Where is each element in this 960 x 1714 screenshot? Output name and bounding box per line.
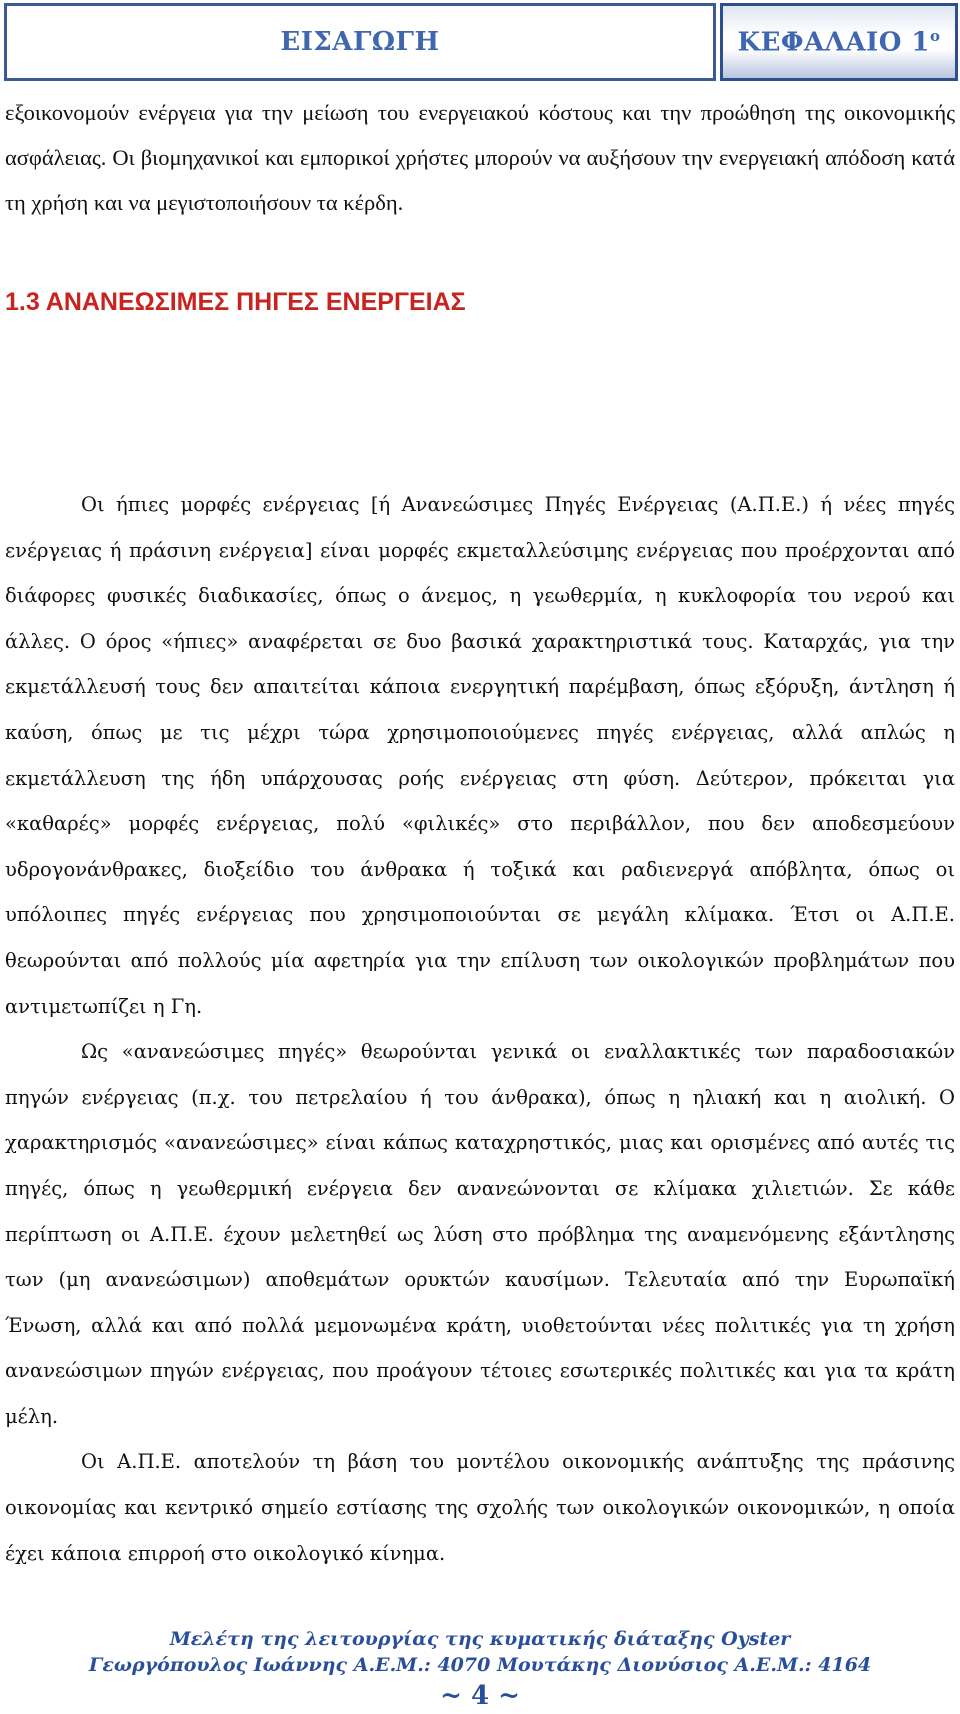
page-header	[4, 3, 958, 85]
page-number: ~ 4 ~	[440, 1681, 520, 1711]
body-paragraph: Οι Α.Π.Ε. αποτελούν τη βάση του μοντέλου οικονομικής ανάπτυξης της πράσινης οικονομίας και κεντρικό σημείο εστίασης της σχολής των οικολογικών οικονομικών, η οποία έχει κάποια επιρροή στο οικολογικό κίνημα.	[5, 1450, 955, 1565]
section-body	[5, 482, 955, 1576]
body-paragraph: Ως «ανανεώσιμες πηγές» θεωρούνται γενικά οι εναλλακτικές των παραδοσιακών πηγών ενέργειας (π.χ. του πετρελαίου ή του άνθρακα), όπως η ηλιακή και η αιολική. Ο χαρακτηρισμός «ανανεώσιμες» είναι κάπως καταχρηστικός, μιας και ορισμένες από αυτές τις πηγές, όπως η γεωθερμική ενέργεια δεν ανανεώνονται σε κλίμακα χιλιετιών. Σε κάθε περίπτωση οι Α.Π.Ε. έχουν μελετηθεί ως λύση στο πρόβλημα της αναμενόμενης εξάντλησης των (μη ανανεώσιμων) αποθεμάτων ορυκτών καυσίμων. Τελευταία από την Ευρωπαϊκή Ένωση, αλλά και από πολλά μεμονωμένα κράτη, υιοθετούνται νέες πολιτικές για τη χρήση ανανεώσιμων πηγών ενέργειας, που προάγουν τέτοιες εσωτερικές πολιτικές και για τα κράτη μέλη.	[5, 1040, 955, 1428]
page-content	[5, 90, 955, 1565]
header-chapter-title: ΚΕΦΑΛΑΙΟ $1^o$	[737, 26, 941, 58]
footer-title: Μελέτη της λειτουργίας της κυματικής διάταξης Oyster	[169, 1628, 791, 1650]
header-section-box	[4, 3, 716, 81]
intro-paragraph: εξοικονομούν ενέργεια για την μείωση του ενεργειακού κόστους και την προώθηση της οικονομικής ασφάλειας. Οι βιομηχανικοί και εμπορικοί χρήστες μπορούν να αυξήσουν την ενεργειακή απόδοση κατά τη χρήση και να μεγιστοποιήσουν τα κέρδη.	[5, 100, 955, 215]
header-section-title: ΕΙΣΑΓΩΓΗ	[280, 27, 440, 57]
body-paragraph: Οι ήπιες μορφές ενέργειας [ή Ανανεώσιμες Πηγές Ενέργειας (Α.Π.Ε.) ή νέες πηγές ενέργειας ή πράσινη ενέργεια] είναι μορφές εκμεταλλεύσιμης ενέργειας που προέρχονται από διάφορες φυσικές διαδικασίες, όπως ο άνεμος, η γεωθερμία, η κυκλοφορία του νερού και άλλες. Ο όρος «ήπιες» αναφέρεται σε δυο βασικά χαρακτηριστικά τους. Καταρχάς, για την εκμετάλλευσή τους δεν απαιτείται κάποια ενεργητική παρέμβαση, όπως εξόρυξη, άντληση ή καύση, όπως με τις μέχρι τώρα χρησιμοποιούμενες πηγές ενέργειας, αλλά απλώς η εκμετάλλευση της ήδη υπάρχουσας ροής ενέργειας στη φύση. Δεύτερον, πρόκειται για «καθαρές» μορφές ενέργειας, πολύ «φιλικές» στο περιβάλλον, που δεν αποδεσμεύουν υδρογονάνθρακες, διοξείδιο του άνθρακα ή τοξικά και ραδιενεργά απόβλητα, όπως οι υπόλοιπες πηγές ενέργειας που χρησιμοποιούνται σε μεγάλη κλίμακα. Έτσι οι Α.Π.Ε. θεωρούνται από πολλούς μία αφετηρία για την επίλυση των οικολογικών προβλημάτων που αντιμετωπίζει η Γη.	[5, 493, 955, 1018]
header-chapter-box	[720, 3, 958, 81]
page-footer	[0, 1626, 960, 1714]
section-heading: 1.3 ΑΝΑΝΕΩΣΙΜΕΣ ΠΗΓΕΣ ΕΝΕΡΓΕΙΑΣ	[5, 288, 466, 316]
footer-authors: Γεωργόπουλος Ιωάννης Α.Ε.Μ.: 4070 Μουτάκης Διονύσιος Α.Ε.Μ.: 4164	[88, 1654, 872, 1676]
